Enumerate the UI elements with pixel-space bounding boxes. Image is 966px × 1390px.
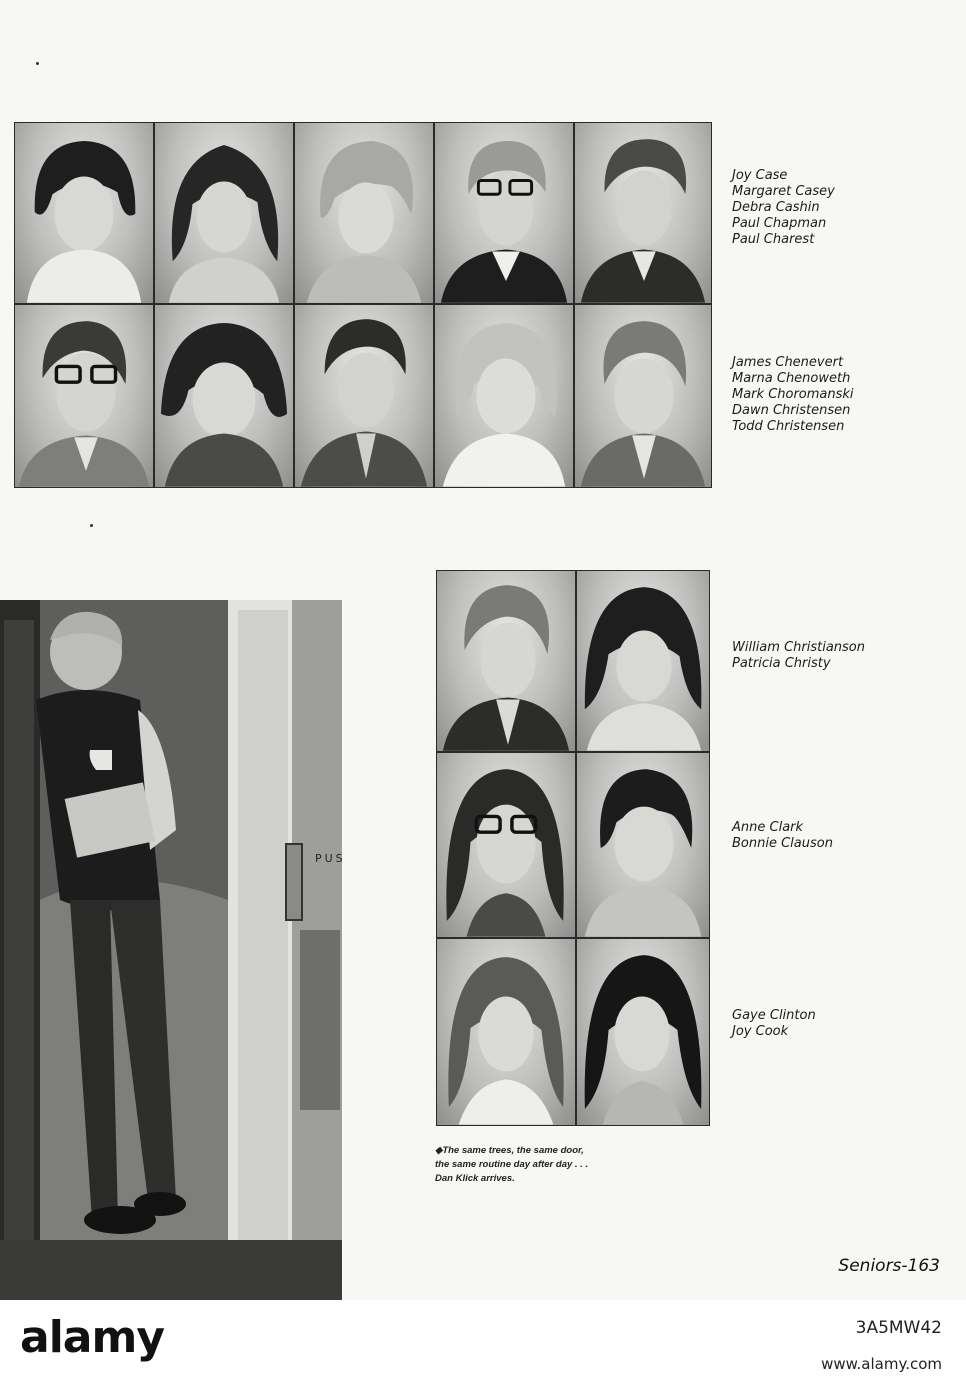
caption-line: The same trees, the same door, [442,1145,584,1156]
caption-arrow-icon: ◆ [435,1145,443,1156]
print-speck [90,524,93,527]
names-row-1 [732,168,835,248]
student-name: Margaret Casey [732,184,835,199]
portrait-todd-christensen [574,304,712,488]
portrait-anne-clark [436,752,576,938]
page-number: Seniors-163 [838,1256,940,1276]
names-pair-3 [732,1008,816,1040]
portrait-joy-case [14,122,154,304]
student-name: James Chenevert [732,355,844,370]
student-name: William Christianson [732,640,865,655]
student-name: Dawn Christensen [732,403,851,418]
names-pair-2 [732,820,833,852]
door-sign-text: PUS [315,852,346,865]
brand-logo: alamy [20,1312,164,1363]
caption-line: the same routine day after day . . . [435,1159,589,1170]
student-name: Paul Charest [732,232,815,247]
portrait-paul-charest [574,122,712,304]
student-name: Marna Chenoweth [732,371,851,386]
image-id: 3A5MW42 [855,1318,942,1338]
portrait-dawn-christensen [434,304,574,488]
student-name: Bonnie Clauson [732,836,833,851]
names-pair-1 [732,640,865,672]
print-speck [36,62,39,65]
student-name: Joy Case [732,168,788,183]
portrait-gaye-clinton [436,938,576,1126]
student-name: Joy Cook [732,1024,789,1039]
portrait-paul-chapman [434,122,574,304]
candid-photo-door [0,600,346,1300]
student-name: Anne Clark [732,820,804,835]
student-name: Debra Cashin [732,200,820,215]
portrait-debra-cashin [294,122,434,304]
portrait-mark-choromanski [294,304,434,488]
portrait-james-chenevert [14,304,154,488]
student-name: Todd Christensen [732,419,845,434]
student-name: Patricia Christy [732,656,831,671]
student-name: Gaye Clinton [732,1008,816,1023]
photo-caption [435,1144,635,1186]
portrait-marna-chenoweth [154,304,294,488]
portrait-margaret-casey [154,122,294,304]
portrait-bonnie-clauson [576,752,710,938]
names-row-2 [732,355,854,435]
portrait-joy-cook [576,938,710,1126]
portrait-patricia-christy [576,570,710,752]
brand-url: www.alamy.com [821,1355,942,1373]
caption-line: Dan Klick arrives. [435,1173,515,1184]
student-name: Mark Choromanski [732,387,854,402]
student-name: Paul Chapman [732,216,827,231]
portrait-william-christianson [436,570,576,752]
